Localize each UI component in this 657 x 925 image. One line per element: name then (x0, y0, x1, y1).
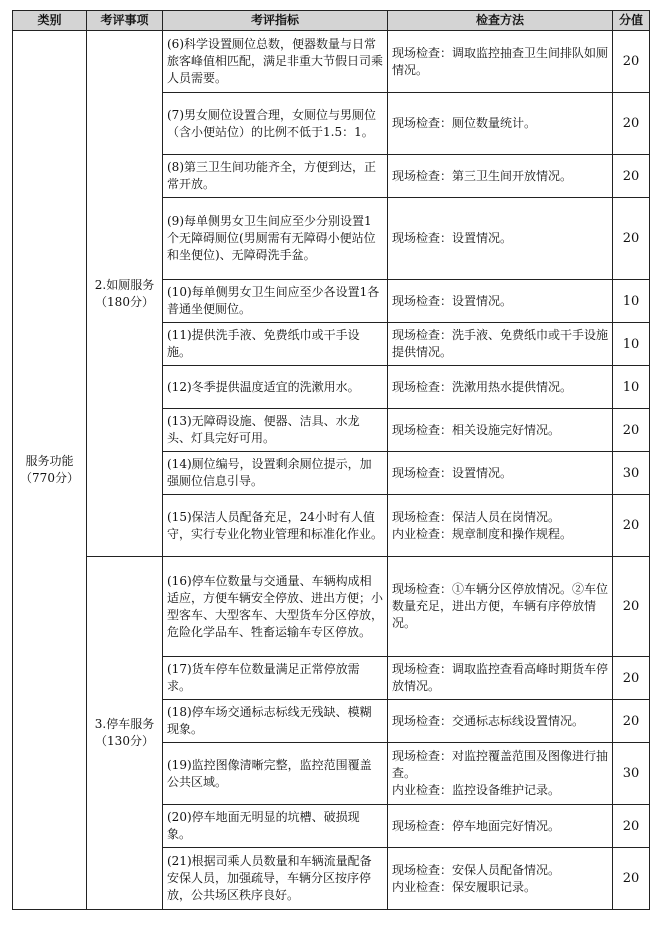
method-line: 现场检查：交通标志标线设置情况。 (392, 713, 585, 728)
score-cell: 20 (613, 409, 650, 452)
indicator-cell: (20)停车地面无明显的坑槽、破损现象。 (163, 805, 388, 848)
indicator-cell: (19)监控图像清晰完整，监控范围覆盖公共区域。 (163, 743, 388, 805)
method-cell (388, 409, 613, 452)
method-line: 现场检查：停车地面完好情况。 (392, 818, 561, 833)
indicator-cell: (11)提供洗手液、免费纸巾或干手设施。 (163, 323, 388, 366)
score-cell: 30 (613, 743, 650, 805)
score-cell: 20 (613, 557, 650, 657)
method-line: 现场检查：安保人员配备情况。 (392, 862, 561, 877)
table-row (13, 31, 650, 93)
table-header-row (13, 11, 650, 31)
method-line: 现场检查：①车辆分区停放情况。②车位数量充足，进出方便，车辆有序停放情况。 (392, 582, 609, 630)
method-cell (388, 657, 613, 700)
method-cell (388, 495, 613, 557)
indicator-cell: (18)停车场交通标志标线无残缺、模糊现象。 (163, 700, 388, 743)
header-method: 检查方法 (388, 11, 613, 31)
method-cell (388, 848, 613, 910)
score-cell: 30 (613, 452, 650, 495)
score-cell: 20 (613, 848, 650, 910)
method-cell (388, 805, 613, 848)
indicator-cell: (6)科学设置厕位总数，便器数量与日常旅客峰值相匹配，满足非重大节假日司乘人员需要。 (163, 31, 388, 93)
method-cell (388, 198, 613, 280)
indicator-cell: (12)冬季提供温度适宜的洗漱用水。 (163, 366, 388, 409)
group-name: 3.停车服务 (94, 717, 155, 731)
group-score: （130分） (95, 734, 154, 748)
group-name: 2.如厕服务 (94, 277, 155, 292)
header-score: 分值 (613, 11, 650, 31)
score-cell: 20 (613, 700, 650, 743)
method-line: 内业检查：保安履职记录。 (392, 879, 537, 894)
score-cell: 10 (613, 366, 650, 409)
method-line: 现场检查：相关设施完好情况。 (392, 422, 561, 437)
indicator-cell: (8)第三卫生间功能齐全，方便到达，正常开放。 (163, 155, 388, 198)
score-cell: 20 (613, 805, 650, 848)
score-cell: 20 (613, 657, 650, 700)
score-cell: 10 (613, 323, 650, 366)
method-line: 内业检查：监控设备维护记录。 (392, 783, 561, 797)
method-cell (388, 700, 613, 743)
method-cell (388, 743, 613, 805)
indicator-cell: (15)保洁人员配备充足，24小时有人值守，实行专业化物业管理和标准化作业。 (163, 495, 388, 557)
score-cell: 20 (613, 93, 650, 155)
score-cell: 20 (613, 155, 650, 198)
method-line: 内业检查：规章制度和操作规程。 (392, 526, 573, 541)
category-score: （770分） (20, 471, 79, 485)
indicator-cell: (21)根据司乘人员数量和车辆流量配备安保人员，加强疏导，车辆分区按序停放，公共场区秩序良好。 (163, 848, 388, 910)
method-cell (388, 323, 613, 366)
method-cell (388, 557, 613, 657)
method-line: 现场检查：厕位数量统计。 (392, 116, 537, 130)
header-category: 类别 (13, 11, 87, 31)
header-indicator: 考评指标 (163, 11, 388, 31)
indicator-cell: (16)停车位数量与交通量、车辆构成相适应，方便车辆安全停放、进出方便；小型客车、大型客车、大型货车分区停放，危险化学品车、牲畜运输车专区停放。 (163, 557, 388, 657)
table-row (13, 557, 650, 657)
method-line: 现场检查：洗手液、免费纸巾或干手设施提供情况。 (392, 328, 609, 359)
category-name: 服务功能 (25, 454, 74, 468)
group-score: （180分） (95, 294, 154, 309)
method-line: 现场检查：保洁人员在岗情况。 (392, 509, 561, 524)
indicator-cell: (17)货车停车位数量满足正常停放需求。 (163, 657, 388, 700)
method-line: 现场检查：洗漱用热水提供情况。 (392, 379, 573, 394)
method-cell (388, 452, 613, 495)
method-line: 现场检查：第三卫生间开放情况。 (392, 168, 573, 183)
group-cell-toilet (87, 31, 163, 557)
method-line: 现场检查：设置情况。 (392, 465, 513, 480)
method-cell (388, 93, 613, 155)
method-line: 现场检查：设置情况。 (392, 293, 513, 308)
method-cell (388, 280, 613, 323)
method-line: 现场检查：设置情况。 (392, 231, 513, 245)
method-cell (388, 31, 613, 93)
indicator-cell: (9)每单侧男女卫生间应至少分别设置1个无障碍厕位(男厕需有无障碍小便站位和坐便位)、无障碍洗手盆。 (163, 198, 388, 280)
score-cell: 20 (613, 495, 650, 557)
group-cell-parking (87, 557, 163, 910)
indicator-cell: (10)每单侧男女卫生间应至少各设置1各普通坐便厕位。 (163, 280, 388, 323)
evaluation-table (12, 10, 650, 910)
method-line: 现场检查：调取监控抽查卫生间排队如厕情况。 (392, 45, 609, 77)
indicator-cell: (14)厕位编号，设置剩余厕位提示，加强厕位信息引导。 (163, 452, 388, 495)
indicator-cell: (13)无障碍设施、便器、洁具、水龙头、灯具完好可用。 (163, 409, 388, 452)
method-cell (388, 155, 613, 198)
header-item: 考评事项 (87, 11, 163, 31)
score-cell: 20 (613, 198, 650, 280)
category-cell (13, 31, 87, 910)
evaluation-table-container (12, 10, 649, 910)
method-cell (388, 366, 613, 409)
score-cell: 20 (613, 31, 650, 93)
method-line: 现场检查：对监控覆盖范围及图像进行抽查。 (392, 749, 609, 780)
method-line: 现场检查：调取监控查看高峰时期货车停放情况。 (392, 662, 609, 693)
indicator-cell: (7)男女厕位设置合理，女厕位与男厕位（含小便站位）的比例不低于1.5：1。 (163, 93, 388, 155)
score-cell: 10 (613, 280, 650, 323)
